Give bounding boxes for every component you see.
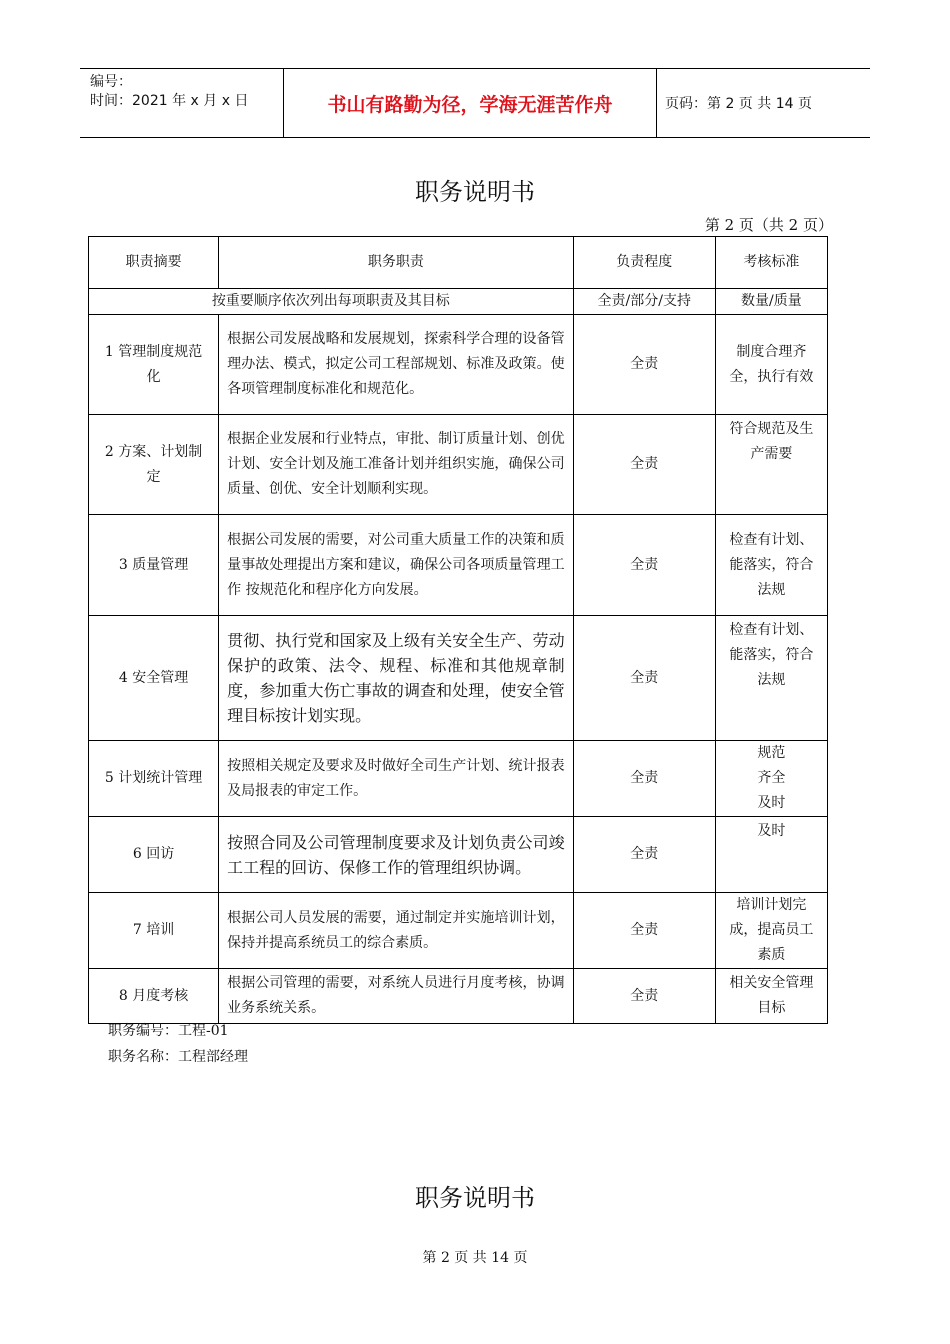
header-duties: 职务职责 xyxy=(219,237,573,289)
row-description: 根据公司发展战略和发展规划，探索科学合理的设备管理办法、模式，拟定公司工程部规划、标准及政策。使各项管理制度标准化和规范化。 xyxy=(219,315,573,415)
row-category: 8 月度考核 xyxy=(89,969,219,1024)
table-row xyxy=(89,817,828,893)
footer-page-number: 第 2 页 共 14 页 xyxy=(422,1250,528,1266)
row-category: 6 回访 xyxy=(89,817,219,893)
row-category: 1 管理制度规范化 xyxy=(89,315,219,415)
subheader-order: 按重要顺序依次列出每项职责及其目标 xyxy=(89,289,574,315)
time-label: 时间：2021 年 x 月 x 日 xyxy=(90,93,249,109)
row-level: 全责 xyxy=(573,741,715,817)
header-motto: 书山有路勤为径，学海无涯苦作舟 xyxy=(283,69,657,137)
job-code: 职务编号：工程-01 xyxy=(108,1023,229,1039)
document-title: 职务说明书 xyxy=(415,178,535,206)
table-row xyxy=(89,616,828,741)
row-level: 全责 xyxy=(573,893,715,969)
header-summary: 职责摘要 xyxy=(89,237,219,289)
header-standard: 考核标准 xyxy=(715,237,827,289)
row-description: 按照合同及公司管理制度要求及计划负责公司竣工工程的回访、保修工作的管理组织协调。 xyxy=(219,817,573,893)
row-standard: 符合规范及生产需要 xyxy=(715,415,827,515)
row-category: 3 质量管理 xyxy=(89,515,219,616)
row-standard: 检查有计划、能落实，符合法规 xyxy=(715,515,827,616)
header-meta xyxy=(80,69,283,137)
table-row xyxy=(89,315,828,415)
number-label: 编号： xyxy=(90,74,132,90)
row-level: 全责 xyxy=(573,315,715,415)
row-category: 4 安全管理 xyxy=(89,616,219,741)
row-description: 贯彻、执行党和国家及上级有关安全生产、劳动保护的政策、法令、规程、标准和其他规章制度，参加重大伤亡事故的调查和处理，使安全管理目标按计划实现。 xyxy=(219,616,573,741)
subheader-standard: 数量/质量 xyxy=(715,289,827,315)
row-standard: 检查有计划、能落实，符合法规 xyxy=(715,616,827,741)
table-row xyxy=(89,415,828,515)
header-page-info: 页码：第 2 页 共 14 页 xyxy=(665,96,812,112)
row-level: 全责 xyxy=(573,415,715,515)
table-row xyxy=(89,741,828,817)
page-header xyxy=(80,68,870,138)
table-row xyxy=(89,893,828,969)
row-description: 根据公司管理的需要，对系统人员进行月度考核，协调业务系统关系。 xyxy=(219,969,573,1024)
row-category: 5 计划统计管理 xyxy=(89,741,219,817)
job-name: 职务名称：工程部经理 xyxy=(108,1049,248,1065)
subheader-level: 全责/部分/支持 xyxy=(573,289,715,315)
header-level: 负责程度 xyxy=(573,237,715,289)
duties-table xyxy=(88,236,828,1024)
row-description: 根据公司发展的需要，对公司重大质量工作的决策和质量事故处理提出方案和建议，确保公司各项质量管理工作 按规范化和程序化方向发展。 xyxy=(219,515,573,616)
row-description: 根据公司人员发展的需要，通过制定并实施培训计划，保持并提高系统员工的综合素质。 xyxy=(219,893,573,969)
next-section-title: 职务说明书 xyxy=(415,1184,535,1212)
row-standard: 相关安全管理目标 xyxy=(715,969,827,1024)
row-level: 全责 xyxy=(573,817,715,893)
row-category: 2 方案、计划制定 xyxy=(89,415,219,515)
row-description: 根据企业发展和行业特点，审批、制订质量计划、创优计划、安全计划及施工准备计划并组织实施，确保公司质量、创优、安全计划顺利实现。 xyxy=(219,415,573,515)
row-level: 全责 xyxy=(573,616,715,741)
row-level: 全责 xyxy=(573,969,715,1024)
row-level: 全责 xyxy=(573,515,715,616)
row-standard: 培训计划完成，提高员工素质 xyxy=(715,893,827,969)
table-subheader-row xyxy=(89,289,828,315)
row-category: 7 培训 xyxy=(89,893,219,969)
page-note: 第 2 页（共 2 页） xyxy=(704,216,833,234)
table-row xyxy=(89,969,828,1024)
row-description: 按照相关规定及要求及时做好全司生产计划、统计报表及局报表的审定工作。 xyxy=(219,741,573,817)
row-standard: 规范 齐全 及时 xyxy=(715,741,827,817)
table-row xyxy=(89,515,828,616)
table-header-row xyxy=(89,237,828,289)
row-standard: 及时 xyxy=(715,817,827,893)
row-standard: 制度合理齐全，执行有效 xyxy=(715,315,827,415)
